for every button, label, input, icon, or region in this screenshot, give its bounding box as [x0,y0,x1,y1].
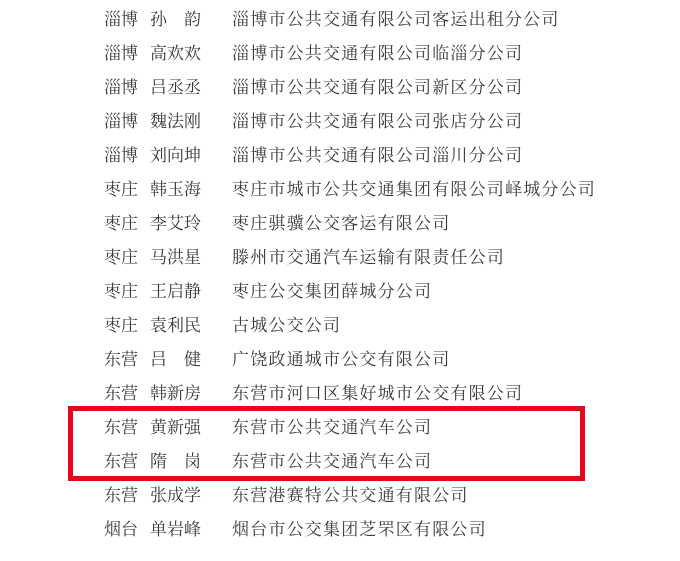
city-cell: 东营 [104,349,138,369]
city-cell: 淄博 [104,111,138,131]
city-cell: 淄博 [104,77,138,97]
company-cell: 淄博市公共交通有限公司临淄分公司 [232,43,524,63]
table-row [0,34,680,68]
name-cell: 王启静 [150,281,201,301]
name-cell: 张成学 [150,485,201,505]
company-cell: 淄博市公共交通有限公司张店分公司 [232,111,524,131]
name-cell: 刘向坤 [150,145,201,165]
name-cell: 单岩峰 [150,519,201,539]
company-cell: 古城公交公司 [232,315,342,335]
city-cell: 枣庄 [104,247,138,267]
company-cell: 东营市公共交通汽车公司 [232,417,433,437]
table-row [0,272,680,306]
company-cell: 烟台市公交集团芝罘区有限公司 [232,519,487,539]
city-cell: 淄博 [104,43,138,63]
table-row [0,408,680,442]
company-cell: 枣庄公交集团薛城分公司 [232,281,433,301]
city-cell: 枣庄 [104,213,138,233]
table-row [0,0,680,34]
city-cell: 东营 [104,383,138,403]
company-cell: 东营市公共交通汽车公司 [232,451,433,471]
table-row [0,476,680,510]
company-cell: 淄博市公共交通有限公司新区分公司 [232,77,524,97]
name-cell: 魏法刚 [150,111,201,131]
name-cell: 隋 岗 [150,451,201,471]
table-row [0,442,680,476]
company-cell: 枣庄骐骥公交客运有限公司 [232,213,451,233]
company-cell: 枣庄市城市公共交通集团有限公司峄城分公司 [232,179,596,199]
table-row [0,238,680,272]
table-row [0,306,680,340]
name-cell: 韩新房 [150,383,201,403]
city-cell: 东营 [104,417,138,437]
table-row [0,340,680,374]
company-cell: 广饶政通城市公交有限公司 [232,349,451,369]
name-cell: 高欢欢 [150,43,201,63]
company-cell: 淄博市公共交通有限公司淄川分公司 [232,145,524,165]
city-cell: 枣庄 [104,281,138,301]
name-cell: 孙 韵 [150,9,201,29]
table-row [0,510,680,544]
company-cell: 滕州市交通汽车运输有限责任公司 [232,247,505,267]
name-cell: 韩玉海 [150,179,201,199]
table-row [0,374,680,408]
name-cell: 马洪星 [150,247,201,267]
company-cell: 淄博市公共交通有限公司客运出租分公司 [232,9,560,29]
name-cell: 吕 健 [150,349,201,369]
company-cell: 东营港赛特公共交通有限公司 [232,485,469,505]
name-cell: 吕丞丞 [150,77,201,97]
city-cell: 淄博 [104,9,138,29]
city-cell: 淄博 [104,145,138,165]
company-cell: 东营市河口区集好城市公交有限公司 [232,383,524,403]
city-cell: 枣庄 [104,315,138,335]
city-cell: 东营 [104,485,138,505]
table-row [0,102,680,136]
name-cell: 袁利民 [150,315,201,335]
table-row [0,170,680,204]
city-cell: 烟台 [104,519,138,539]
name-cell: 李艾玲 [150,213,201,233]
table-row [0,136,680,170]
city-cell: 枣庄 [104,179,138,199]
city-cell: 东营 [104,451,138,471]
table-row [0,68,680,102]
table-row [0,204,680,238]
name-cell: 黄新强 [150,417,201,437]
